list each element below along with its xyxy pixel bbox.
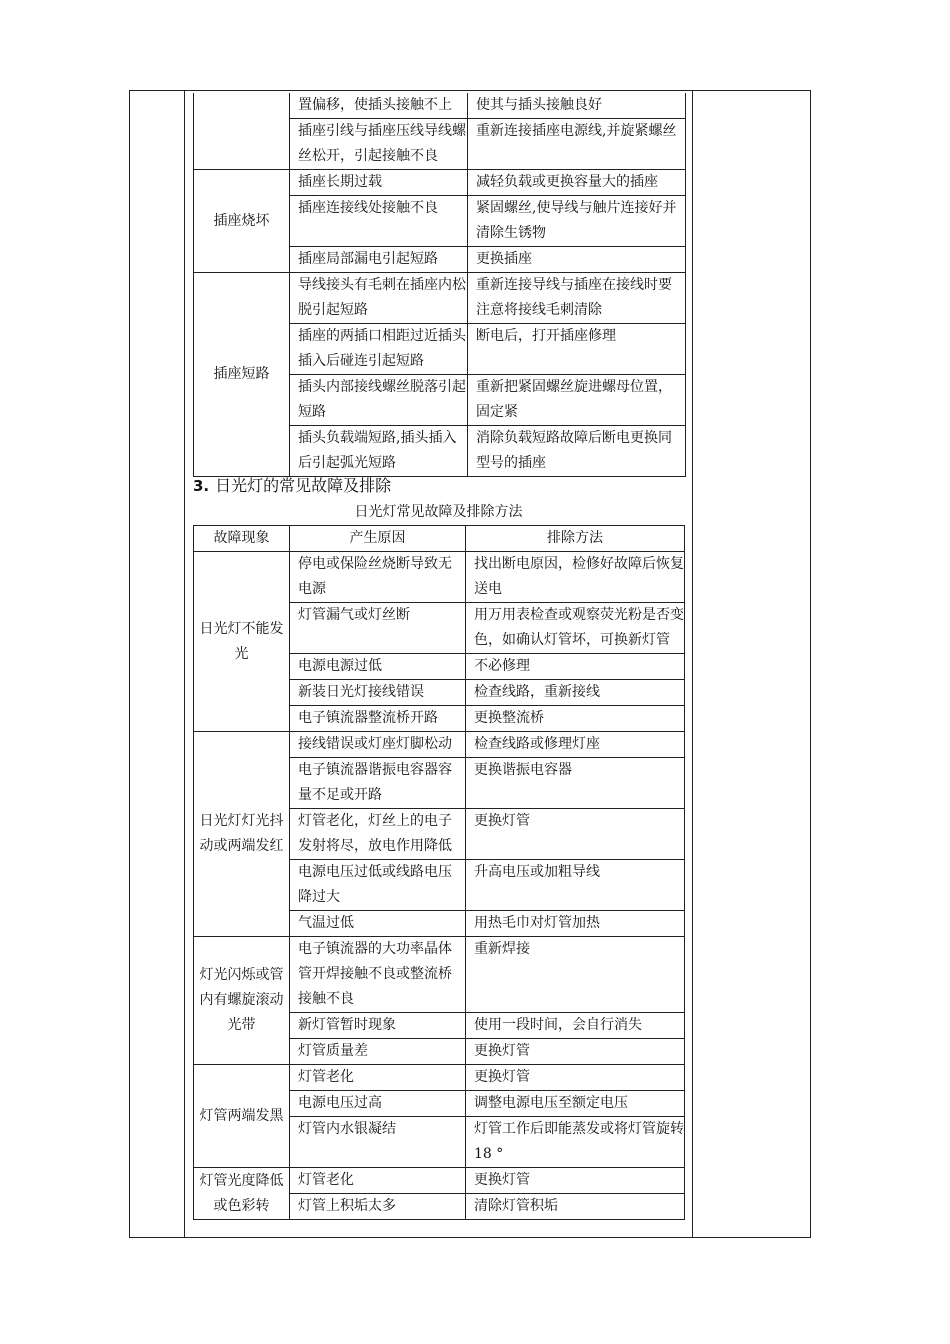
socket-fault-table — [193, 93, 686, 477]
fix-cell: 重新连接导线与插座在接线时要注意将接线毛刺清除 — [468, 273, 686, 324]
fix-cell: 重新焊接 — [466, 937, 685, 1013]
fix-cell: 用万用表检查或观察荧光粉是否变色，如确认灯管坏，可换新灯管 — [466, 603, 685, 654]
cause-cell: 电子镇流器整流桥开路 — [290, 706, 466, 732]
symptom-cell: 日光灯不能发光 — [194, 552, 290, 732]
fix-cell: 清除灯管积垢 — [466, 1194, 685, 1220]
cause-cell: 电子镇流器的大功率晶体管开焊接触不良或整流桥接触不良 — [290, 937, 466, 1013]
table-row — [194, 170, 686, 196]
frame-divider-right — [692, 90, 693, 1238]
fix-cell: 更换灯管 — [466, 809, 685, 860]
fix-cell: 更换灯管 — [466, 1065, 685, 1091]
fix-cell: 升高电压或加粗导线 — [466, 860, 685, 911]
cause-cell: 电子镇流器谐振电容器容量不足或开路 — [290, 758, 466, 809]
fix-cell: 更换谐振电容器 — [466, 758, 685, 809]
cause-cell: 灯管漏气或灯丝断 — [290, 603, 466, 654]
fix-cell: 重新连接插座电源线,并旋紧螺丝 — [468, 119, 686, 170]
symptom-cell: 插座短路 — [194, 273, 290, 477]
cause-cell: 灯管老化，灯丝上的电子发射将尽，放电作用降低 — [290, 809, 466, 860]
column-header: 故障现象 — [194, 526, 290, 552]
fix-cell: 紧固螺丝,使导线与触片连接好并清除生锈物 — [468, 196, 686, 247]
cause-cell: 灯管上积垢太多 — [290, 1194, 466, 1220]
fix-cell: 断电后，打开插座修理 — [468, 324, 686, 375]
symptom-cell: 日光灯灯光抖动或两端发红 — [194, 732, 290, 937]
cause-cell: 灯管质量差 — [290, 1039, 466, 1065]
cause-cell: 电源电压过低或线路电压降过大 — [290, 860, 466, 911]
cause-cell: 电源电压过高 — [290, 1091, 466, 1117]
column-header: 产生原因 — [290, 526, 466, 552]
cause-cell: 插头负载端短路,插头插入后引起弧光短路 — [290, 426, 468, 477]
fix-cell: 更换灯管 — [466, 1039, 685, 1065]
table-row — [194, 273, 686, 324]
symptom-cell: 灯管两端发黑 — [194, 1065, 290, 1168]
cause-cell: 接线错误或灯座灯脚松动 — [290, 732, 466, 758]
symptom-cell — [194, 93, 290, 170]
fix-cell: 重新把紧固螺丝旋进螺母位置，固定紧 — [468, 375, 686, 426]
column-header: 排除方法 — [466, 526, 685, 552]
table-caption: 日光灯常见故障及排除方法 — [354, 504, 523, 520]
cause-cell: 气温过低 — [290, 911, 466, 937]
cause-cell: 灯管老化 — [290, 1168, 466, 1194]
fix-cell: 消除负载短路故障后断电更换同型号的插座 — [468, 426, 686, 477]
cause-cell: 插座局部漏电引起短路 — [290, 247, 468, 273]
cause-cell: 新装日光灯接线错误 — [290, 680, 466, 706]
cause-cell: 导线接头有毛刺在插座内松脱引起短路 — [290, 273, 468, 324]
symptom-cell: 灯光闪烁或管内有螺旋滚动光带 — [194, 937, 290, 1065]
frame-divider-left — [184, 90, 185, 1238]
fix-cell: 更换灯管 — [466, 1168, 685, 1194]
fix-cell: 使用一段时间，会自行消失 — [466, 1013, 685, 1039]
table-row — [194, 732, 685, 758]
symptom-cell: 灯管光度降低或色彩转 — [194, 1168, 290, 1220]
table-header-row — [194, 526, 685, 552]
cause-cell: 电源电源过低 — [290, 654, 466, 680]
cause-cell: 插座连接线处接触不良 — [290, 196, 468, 247]
cause-cell: 置偏移，使插头接触不上 — [290, 93, 468, 119]
fix-cell: 调整电源电压至额定电压 — [466, 1091, 685, 1117]
cause-cell: 灯管内水银凝结 — [290, 1117, 466, 1168]
section-title: 日光灯的常见故障及排除 — [215, 476, 392, 495]
fix-cell: 检查线路或修理灯座 — [466, 732, 685, 758]
table-row — [194, 93, 686, 119]
fix-cell: 更换整流桥 — [466, 706, 685, 732]
fix-cell: 灯管工作后即能蒸发或将灯管旋转 18 ° — [466, 1117, 685, 1168]
cause-cell: 停电或保险丝烧断导致无电源 — [290, 552, 466, 603]
fix-cell: 更换插座 — [468, 247, 686, 273]
symptom-cell: 插座烧坏 — [194, 170, 290, 273]
table-row — [194, 552, 685, 603]
table-row — [194, 1065, 685, 1091]
table-row — [194, 937, 685, 1013]
cause-cell: 新灯管暂时现象 — [290, 1013, 466, 1039]
section-number: 3. — [193, 477, 210, 495]
fix-cell: 找出断电原因，检修好故障后恢复送电 — [466, 552, 685, 603]
cause-cell: 灯管老化 — [290, 1065, 466, 1091]
cause-cell: 插头内部接线螺丝脱落引起短路 — [290, 375, 468, 426]
fix-cell: 用热毛巾对灯管加热 — [466, 911, 685, 937]
cause-cell: 插座长期过载 — [290, 170, 468, 196]
section-heading — [193, 473, 391, 499]
fix-cell: 不必修理 — [466, 654, 685, 680]
table-row — [194, 1168, 685, 1194]
fix-cell: 减轻负载或更换容量大的插座 — [468, 170, 686, 196]
cause-cell: 插座引线与插座压线导线螺丝松开，引起接触不良 — [290, 119, 468, 170]
fluorescent-fault-table — [193, 525, 685, 1220]
fix-cell: 检查线路，重新接线 — [466, 680, 685, 706]
cause-cell: 插座的两插口相距过近插头插入后碰连引起短路 — [290, 324, 468, 375]
fix-cell: 使其与插头接触良好 — [468, 93, 686, 119]
